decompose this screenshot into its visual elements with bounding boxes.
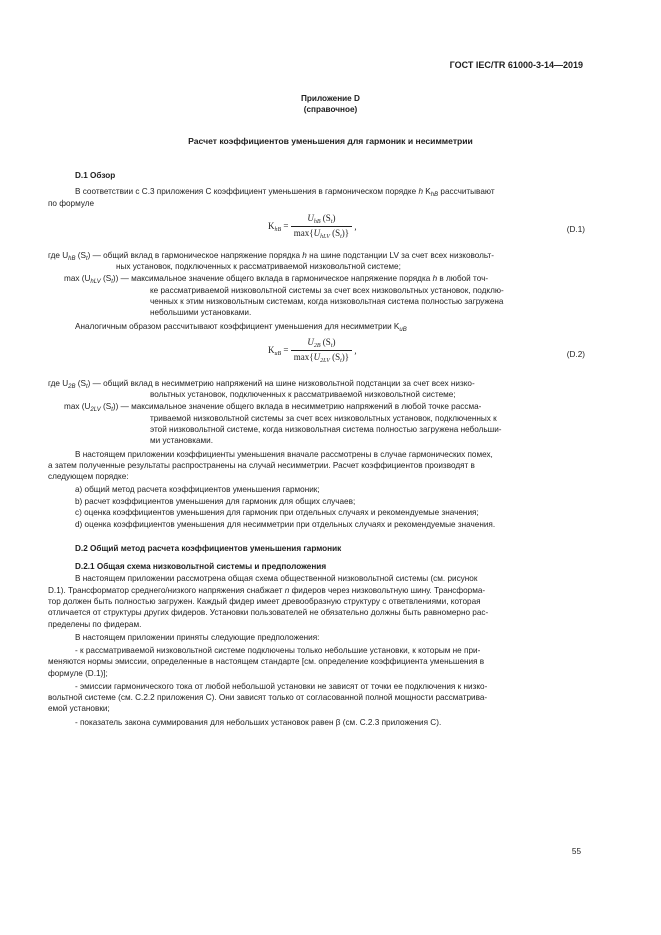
d1-para-l2: а затем полученные результаты распространены на случай несимметрии. Расчет коэффициентов производят в	[48, 461, 475, 470]
where-max-u2lv: $\max (U_{2LV}$ $(S_t)$) — максимальное значение общего вклада в несимметрию напряжений в любой точке рассма-	[64, 402, 482, 413]
bullet-item-cont: вольтной системе (см. С.2.2 приложения С). Они зависят только от согласованной полной мощности рассматрива-	[48, 693, 488, 702]
equation-d1-number: (D.1)	[566, 225, 585, 234]
analog-text: Аналогичным образом рассчитывают коэффициент уменьшения для несимметрии $K_{uB}$	[75, 322, 407, 333]
d1-para-l3: следующем порядке:	[48, 472, 129, 481]
d21-para-l4: отличается от структуры других фидеров. Установки пользователей не обязательно должны быть равномерно рас-	[48, 608, 489, 617]
appendix-subtitle: (справочное)	[303, 105, 358, 114]
bullet-item: - к рассматриваемой низковольтной системе подключены только небольшие установки, к которым не при-	[75, 646, 481, 655]
bullet-item-cont: формуле (D.1)];	[48, 669, 108, 678]
d21-para-l2: D.1). Трансформатор среднего/низкого напряжения снабжает n фидеров через низковольтную шину. Трансформа-	[48, 586, 486, 595]
where-u2b: где $U_{2B}$ $(S_t)$ — общий вклад в несимметрию напряжений на шине низковольтной подстанции за счет всех низко-	[48, 379, 475, 390]
section-d1-heading: D.1 Обзор	[75, 171, 116, 180]
bullet-item-cont: емой установки;	[48, 704, 110, 713]
d21-para-l3: тор должен быть полностью загружен. Каждый фидер имеет древообразную структуру с ответвлениями, которая	[48, 597, 481, 606]
list-item: a) общий метод расчета коэффициентов уменьшения гармоник;	[75, 485, 320, 494]
d1-intro-cont: по формуле	[48, 199, 95, 208]
where-max-uhlv: $\max (U_{hLV}$ $(S_t)$) — максимальное значение общего вклада в гармоническое напряжение порядка h в любой точ-	[64, 274, 489, 285]
bullet-item-cont: меняются нормы эмиссии, определенные в настоящем стандарте [см. определение коэффициента уменьшения в	[48, 657, 485, 666]
d21-para-l1: В настоящем приложении рассмотрена общая схема общественной низковольтной системы (см. рисунок	[75, 574, 478, 583]
section-d2-heading: D.2 Общий метод расчета коэффициентов уменьшения гармоник	[75, 544, 342, 553]
list-item: b) расчет коэффициентов уменьшения для гармоник для общих случаев;	[75, 497, 356, 506]
list-item: c) оценка коэффициентов уменьшения для гармоник при отдельных случаях и рекомендуемые значения;	[75, 508, 479, 517]
where-u2b-cont: вольтных установок, подключенных к рассматриваемой низковольтной системе;	[150, 390, 456, 399]
equation-d2-number: (D.2)	[566, 350, 585, 359]
standard-header: ГОСТ IEC/TR 61000-3-14—2019	[449, 60, 583, 70]
document-title: Расчет коэффициентов уменьшения для гармоник и несимметрии	[188, 136, 473, 146]
where-max-u2lv-l3: этой низковольтной системе, когда низковольтная система полностью загружена небольши-	[150, 425, 502, 434]
where-uhb: где $U_{hB}$ $(S_t)$ — общий вклад в гармоническое напряжение порядка h на шине подстанции LV за счет всех низковольт-	[48, 251, 495, 262]
equation-d1: $K_{hB}$ = $\frac{U_{hB} (S_t)}{\max\{U_{hLV} (S_t)\}}$ ,	[268, 213, 357, 240]
list-item: d) оценка коэффициентов уменьшения для несимметрии при отдельных случаях и рекомендуемые значения.	[75, 520, 496, 529]
where-max-u2lv-l2: триваемой низковольтной системы за счет всех низковольтных установок, подключенных к	[150, 414, 497, 423]
equation-d2: $K_{uB}$ = $\frac{U_{2B} (S_t)}{\max\{U_{2LV} (S_t)\}}$ ,	[268, 337, 357, 364]
d1-intro: В соответствии с С.3 приложения С коэффициент уменьшения в гармоническом порядке h $K_{hB}$ рассчитывают	[75, 187, 495, 198]
bullet-item: - эмиссии гармонического тока от любой небольшой установки не зависят от точки ее подключения к низко-	[75, 682, 488, 691]
where-max-uhlv-l2: ке рассматриваемой низковольтной системы за счет всех низковольтных установок, подклю-	[150, 286, 504, 295]
bullet-item: - показатель закона суммирования для небольших установок равен β (см. С.2.3 приложения С).	[75, 718, 442, 727]
d1-para-l1: В настоящем приложении коэффициенты уменьшения вначале рассмотрены в случае гармонических помех,	[75, 450, 493, 459]
appendix-title: Приложение D	[301, 94, 360, 103]
where-uhb-cont: ных установок, подключенных к рассматриваемой низковольтной системе;	[116, 262, 401, 271]
page-number: 55	[571, 847, 581, 856]
where-max-uhlv-l3: ченных к этим низковольтным системам, когда низковольтная система полностью загружена	[150, 297, 504, 306]
section-d21-heading: D.2.1 Общая схема низковольтной системы и предположения	[75, 562, 327, 571]
where-max-uhlv-l4: небольшими установками.	[150, 308, 252, 317]
d21-para-l5: пределены по фидерам.	[48, 620, 142, 629]
where-max-u2lv-l4: ми установками.	[150, 436, 214, 445]
d21-para2: В настоящем приложении приняты следующие предположения:	[75, 633, 320, 642]
